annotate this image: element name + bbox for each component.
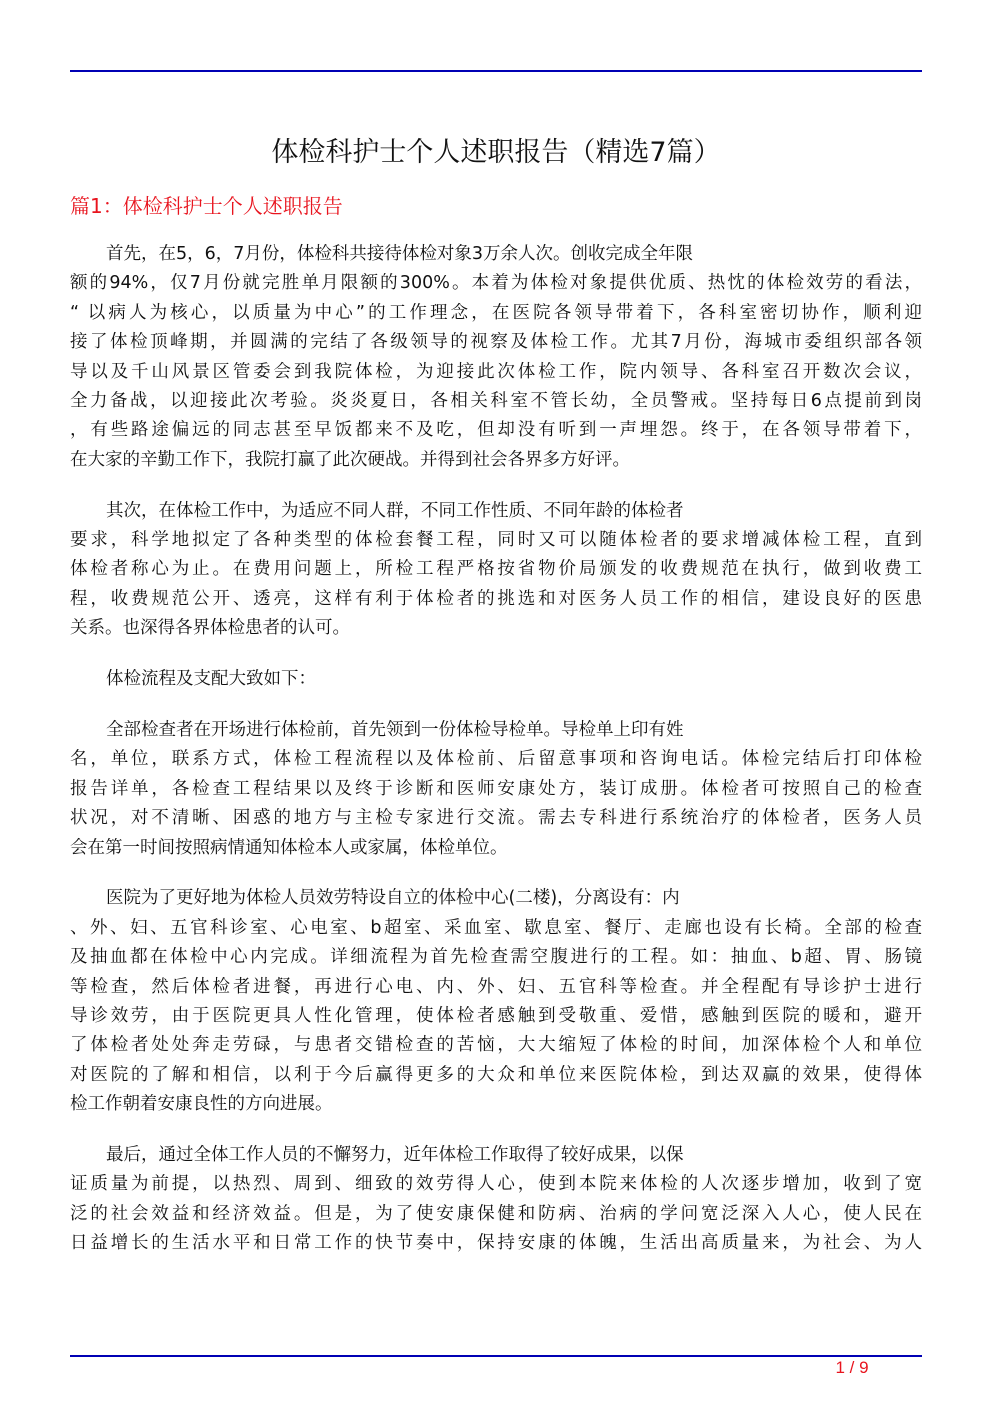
paragraph-line: 其次，在体检工作中，为适应不同人群，不同工作性质、不同年龄的体检者 <box>106 500 684 521</box>
paragraph-line: 证质量为前提，以热烈、周到、细致的效劳得人心，使到本院来体检的人次逐步增加，收到了宽 <box>70 1174 922 1195</box>
paragraph-line: 关系。也深得各界体检患者的认可。 <box>70 618 350 639</box>
paragraph <box>70 1141 922 1259</box>
document-body <box>70 240 922 1280</box>
paragraph-line: 体检者称心为止。在费用问题上，所检工程严格按省物价局颁发的收费规范在执行，做到收费工 <box>70 559 922 580</box>
paragraph-line: 额的94%，仅7月份就完胜单月限额的300%。本着为体检对象提供优质、热忱的体检效劳的看法， <box>70 273 922 294</box>
paragraph-line: 最后，通过全体工作人员的不懈努力，近年体检工作取得了较好成果，以保 <box>106 1145 684 1166</box>
paragraph <box>70 497 922 644</box>
section-heading: 篇1：体检科护士个人述职报告 <box>70 194 343 218</box>
paragraph-line: 导诊效劳，由于医院更具人性化管理，使体检者感触到受敬重、爱惜，感触到医院的暖和，避开 <box>70 1005 922 1026</box>
paragraph-line: 报告详单，各检查工程结果以及终于诊断和医师安康处方，装订成册。体检者可按照自己的检查 <box>70 778 922 799</box>
paragraph-line: 对医院的了解和相信，以利于今后赢得更多的大众和单位来医院体检，到达双赢的效果，使得体 <box>70 1064 922 1085</box>
footer-rule <box>70 1355 922 1357</box>
paragraph-line: 等检查，然后体检者进餐，再进行心电、内、外、妇、五官科等检查。并全程配有导诊护士进行 <box>70 976 922 997</box>
paragraph-line: 检工作朝着安康良性的方向进展。 <box>70 1094 333 1115</box>
paragraph-line: 日益增长的生活水平和日常工作的快节奏中，保持安康的体魄，生活出高质量来，为社会、为人 <box>70 1233 922 1254</box>
paragraph-line: 接了体检顶峰期，并圆满的完结了各级领导的视察及体检工作。尤其7月份，海城市委组织部各领 <box>70 332 922 353</box>
paragraph-line: 名，单位，联系方式，体检工程流程以及体检前、后留意事项和咨询电话。体检完结后打印体检 <box>70 749 922 770</box>
paragraph <box>70 884 922 1119</box>
paragraph-line: 要求，科学地拟定了各种类型的体检套餐工程，同时又可以随体检者的要求增减体检工程，直到 <box>70 530 922 551</box>
paragraph-line: 了体检者处处奔走劳碌，与患者交错检查的苦恼，大大缩短了体检的时间，加深体检个人和单位 <box>70 1035 922 1056</box>
paragraph-line: 、外、妇、五官科诊室、心电室、b超室、采血室、歇息室、餐厅、走廊也设有长椅。全部的检查 <box>70 917 922 938</box>
document-title: 体检科护士个人述职报告（精选7篇） <box>271 137 721 168</box>
paragraph-line: 导以及千山风景区管委会到我院体检，为迎接此次体检工作，院内领导、各科室召开数次会议， <box>70 361 922 382</box>
page-number: 1 / 9 <box>835 1358 869 1377</box>
paragraph-line: 状况，对不清晰、困惑的地方与主检专家进行交流。需去专科进行系统治疗的体检者，医务人员 <box>70 808 922 829</box>
paragraph-line: 程，收费规范公开、透亮，这样有利于体检者的挑选和对医务人员工作的相信，建设良好的医患 <box>70 588 922 609</box>
paragraph-line: 在大家的辛勤工作下，我院打赢了此次硬战。并得到社会各界多方好评。 <box>70 449 630 470</box>
paragraph <box>70 716 922 863</box>
paragraph-line: 泛的社会效益和经济效益。但是，为了使安康保健和防病、治病的学问宽泛深入人心，使人民在 <box>70 1203 922 1224</box>
paragraph-line: ，有些路途偏远的同志甚至早饭都来不及吃，但却没有听到一声埋怨。终于，在各领导带着下， <box>70 420 922 441</box>
paragraph-line: 及抽血都在体检中心内完成。详细流程为首先检查需空腹进行的工程。如：抽血、b超、胃、肠镜 <box>70 947 922 968</box>
paragraph-line: 首先，在5，6，7月份，体检科共接待体检对象3万余人次。创收完成全年限 <box>106 244 694 264</box>
paragraph <box>70 240 922 475</box>
paragraph <box>70 665 922 694</box>
paragraph-line: 医院为了更好地为体检人员效劳特设自立的体检中心(二楼)，分离设有：内 <box>106 888 680 909</box>
paragraph-line: 全部检查者在开场进行体检前，首先领到一份体检导检单。导检单上印有姓 <box>106 719 684 740</box>
paragraph-line: 会在第一时间按照病情通知体检本人或家属，体检单位。 <box>70 837 508 858</box>
paragraph-line: 全力备战，以迎接此次考验。炎炎夏日，各相关科室不管长幼，全员警戒。坚持每日6点提前到岗 <box>70 390 922 411</box>
header-rule <box>70 70 922 72</box>
paragraph-line: “ 以病人为核心，以质量为中心”的工作理念，在医院各领导带着下，各科室密切协作，顺利迎 <box>70 302 922 323</box>
paragraph-line: 体检流程及支配大致如下： <box>106 669 316 690</box>
